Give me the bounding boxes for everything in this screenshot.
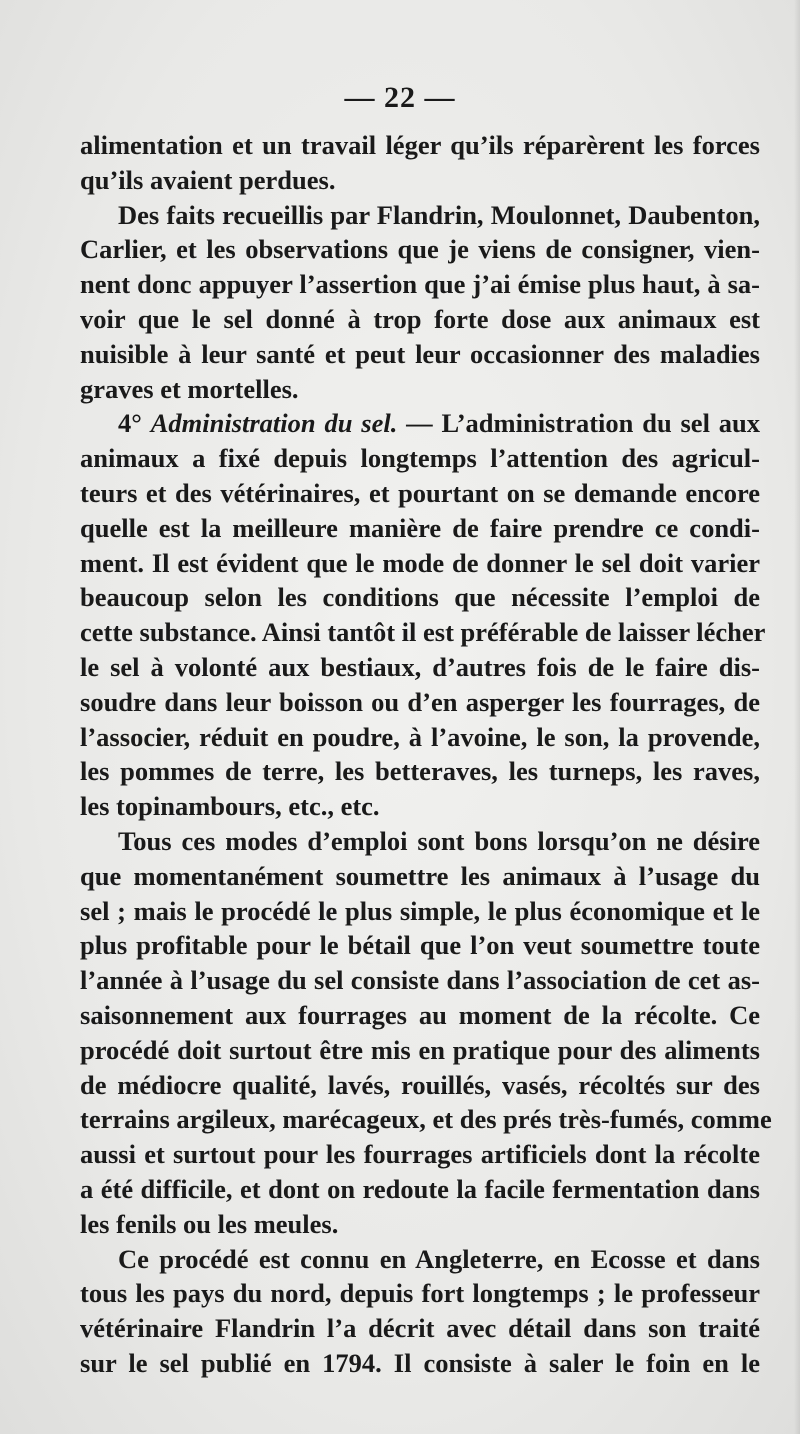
text-line: animaux a fixé depuis longtemps l’attention des agricul-: [80, 443, 760, 474]
text-line: Des faits recueillis par Flandrin, Moulonnet, Daubenton,: [118, 199, 760, 230]
text-line: nent donc appuyer l’assertion que j’ai émise plus haut, à sa-: [80, 269, 760, 300]
section-title: Administration du sel.: [150, 408, 398, 439]
text-line: qu’ils avaient perdues.: [80, 164, 336, 195]
text-line: les fenils ou les meules.: [80, 1208, 339, 1239]
text-line: que momentanément soumettre les animaux à l’usage du: [80, 860, 760, 891]
text-line: sel ; mais le procédé le plus simple, le plus économique et le: [80, 895, 760, 926]
text-line: le sel à volonté aux bestiaux, d’autres fois de le faire dis-: [80, 651, 760, 682]
text-line: teurs et des vétérinaires, et pourtant on se demande encore: [80, 477, 760, 508]
text-line: Ce procédé est connu en Angleterre, en Ecosse et dans: [118, 1243, 760, 1274]
text-line: l’année à l’usage du sel consiste dans l’association de cet as-: [80, 965, 760, 996]
text-line: l’associer, réduit en poudre, à l’avoine, le son, la provende,: [80, 721, 760, 752]
page-edge-shadow: [794, 0, 800, 1434]
text-line: voir que le sel donné à trop forte dose aux animaux est: [80, 303, 760, 334]
text-line: beaucoup selon les conditions que nécessite l’emploi de: [80, 582, 760, 613]
text-line: procédé doit surtout être mis en pratique pour des aliments: [80, 1034, 760, 1065]
text-line: terrains argileux, marécageux, et des prés très-fumés, comme: [80, 1104, 772, 1135]
text-line: les pommes de terre, les betteraves, les turneps, les raves,: [80, 756, 760, 787]
text-line: tous les pays du nord, depuis fort longtemps ; le professeur: [80, 1278, 760, 1309]
page-number: — 22 —: [344, 81, 456, 114]
text-line: quelle est la meilleure manière de faire prendre ce condi-: [80, 512, 760, 543]
section-number: 4°: [118, 408, 142, 439]
text-line: cette substance. Ainsi tantôt il est préférable de laisser lécher: [80, 617, 766, 648]
text-line: alimentation et un travail léger qu’ils réparèrent les forces: [80, 130, 760, 160]
text-line: plus profitable pour le bétail que l’on veut soumettre toute: [80, 930, 760, 961]
section-heading-line: [80, 406, 760, 441]
text-line: Tous ces modes d’emploi sont bons lorsqu’on ne désire: [118, 825, 760, 856]
text-line: vétérinaire Flandrin l’a décrit avec détail dans son traité: [80, 1313, 760, 1344]
text-line: de médiocre qualité, lavés, rouillés, vasés, récoltés sur des: [80, 1069, 760, 1100]
text-line: Carlier, et les observations que je viens de consigner, vien-: [80, 234, 760, 265]
section-heading-rest: — L’administration du sel aux: [397, 408, 760, 439]
text-line: ment. Il est évident que le mode de donner le sel doit varier: [80, 547, 760, 578]
text-line: nuisible à leur santé et peut leur occasionner des maladies: [80, 338, 760, 369]
text-line: graves et mortelles.: [80, 373, 299, 404]
body-text: [80, 128, 772, 1381]
text-line: aussi et surtout pour les fourrages artificiels dont la récolte: [80, 1139, 760, 1170]
text-line: les topinambours, etc., etc.: [80, 791, 380, 822]
text-line: saisonnement aux fourrages au moment de la récolte. Ce: [80, 999, 760, 1030]
text-line: sur le sel publié en 1794. Il consiste à saler le foin en le: [80, 1347, 760, 1378]
text-line: soudre dans leur boisson ou d’en asperger les fourrages, de: [80, 686, 760, 717]
text-line: a été difficile, et dont on redoute la facile fermentation dans: [80, 1173, 760, 1204]
